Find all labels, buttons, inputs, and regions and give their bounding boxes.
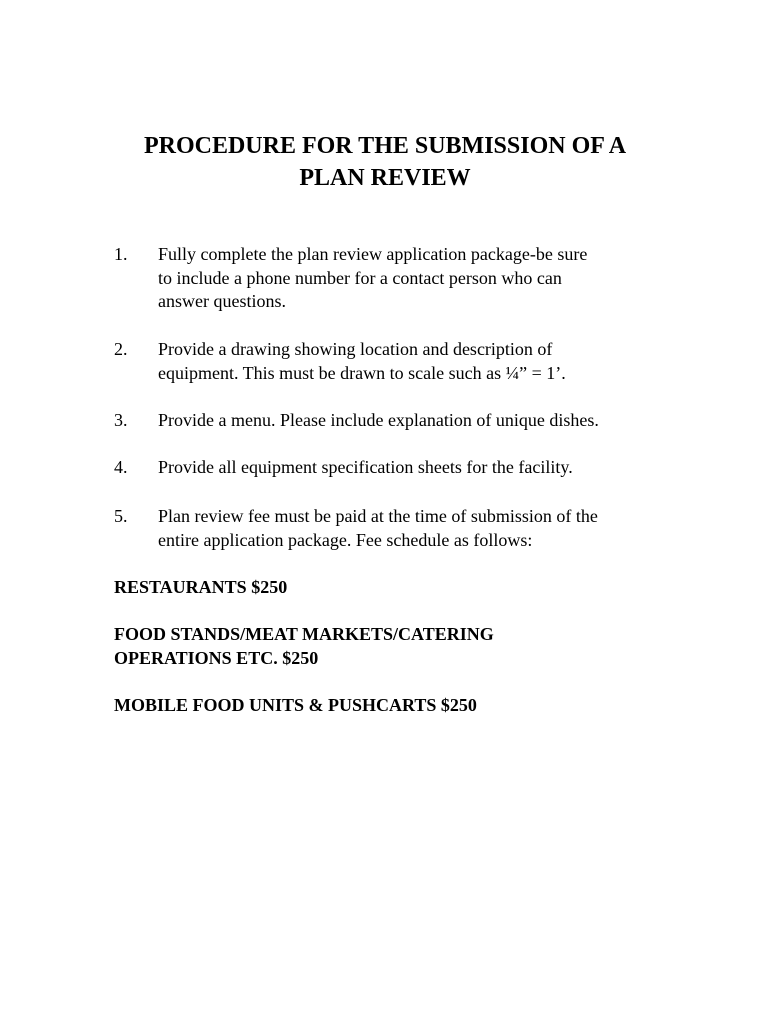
fee-restaurants	[114, 576, 287, 600]
step-text	[158, 243, 674, 314]
step-text	[158, 505, 674, 552]
step-text-line: answer questions.	[158, 291, 286, 311]
step-text-line: Plan review fee must be paid at the time of submission of the	[158, 506, 598, 526]
fee-line: OPERATIONS ETC. $250	[114, 647, 319, 668]
step-text-line: Provide a menu. Please include explanation of unique dishes.	[158, 410, 599, 430]
fee-line: RESTAURANTS $250	[114, 577, 288, 597]
fee-mobile-food-units	[114, 694, 477, 718]
step-number: 4.	[114, 457, 128, 477]
document-title-line-1: PROCEDURE FOR THE SUBMISSION OF A	[143, 133, 627, 159]
step-number: 5.	[114, 506, 128, 526]
fee-food-stands	[114, 623, 494, 670]
step-number: 1.	[114, 244, 128, 264]
step-text	[158, 409, 674, 433]
document-title-line-2: PLAN REVIEW	[299, 165, 471, 191]
step-number: 3.	[114, 410, 128, 430]
step-text-line: to include a phone number for a contact person who can	[158, 267, 562, 288]
step-text-line: Provide all equipment specification sheets for the facility.	[158, 457, 573, 477]
step-text-line: Fully complete the plan review application package-be sure	[158, 244, 588, 264]
step-text	[158, 338, 674, 385]
fee-line: MOBILE FOOD UNITS & PUSHCARTS $250	[114, 695, 477, 715]
fee-line: FOOD STANDS/MEAT MARKETS/CATERING	[114, 624, 494, 644]
step-text-line: entire application package. Fee schedule as follows:	[158, 529, 533, 550]
step-text-line: equipment. This must be drawn to scale such as ¼” = 1’.	[158, 362, 566, 383]
step-text	[158, 456, 674, 480]
step-number: 2.	[114, 339, 128, 359]
step-text-line: Provide a drawing showing location and description of	[158, 339, 553, 359]
